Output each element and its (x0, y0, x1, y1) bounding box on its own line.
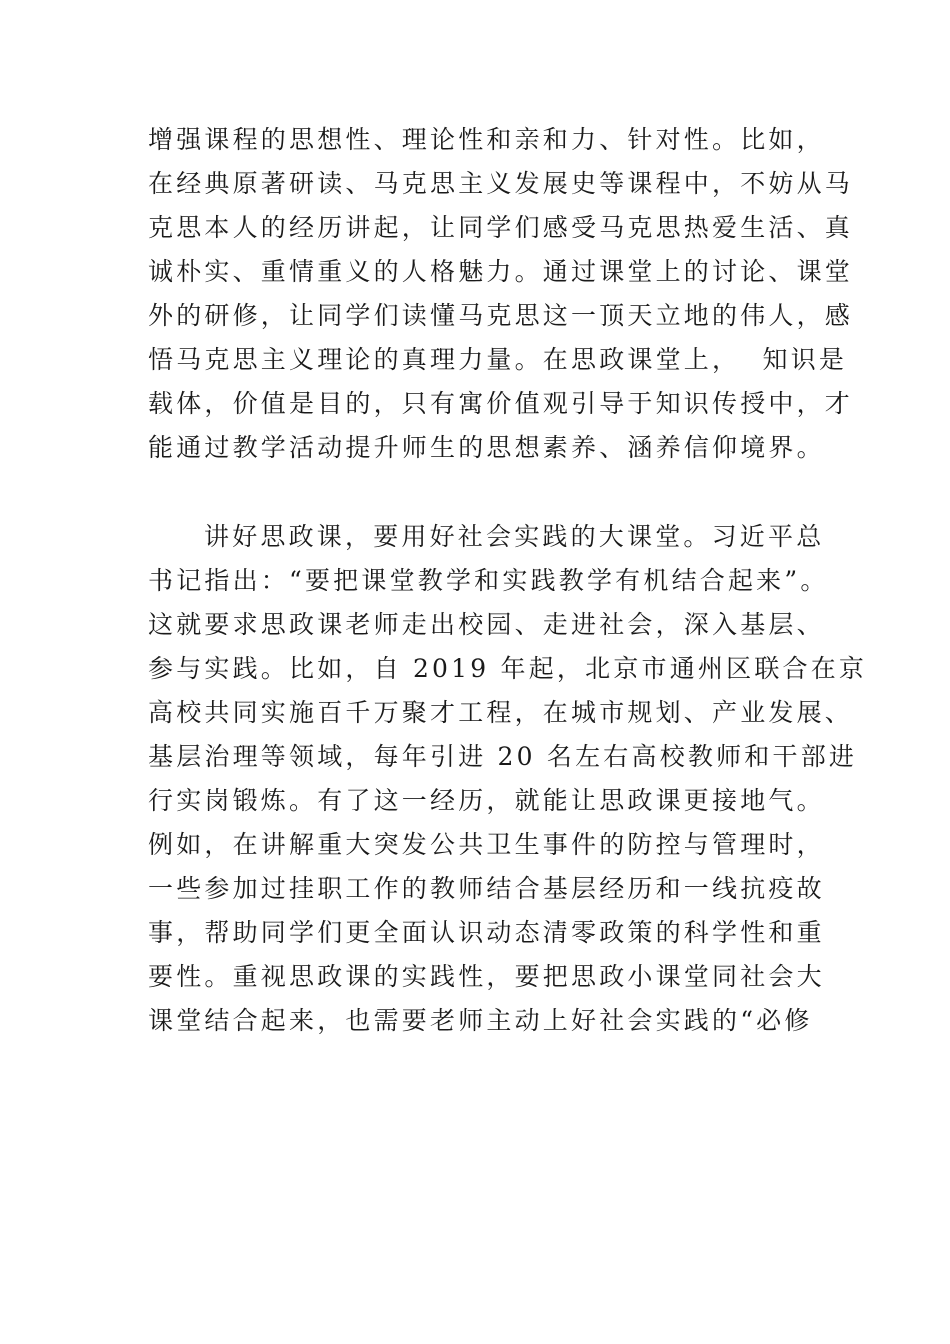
text-line: 行实岗锻炼。有了这一经历，就能让思政课更接地气。 (148, 786, 825, 815)
text-line: 基层治理等领域，每年引进 20 名左右高校教师和干部进 (148, 742, 858, 771)
text-line: 载体，价值是目的，只有寓价值观引导于知识传授中，才 (148, 389, 854, 418)
text-line: 克思本人的经历讲起，让同学们感受马克思热爱生活、真 (148, 213, 854, 242)
text-line: 诚朴实、重情重义的人格魅力。通过课堂上的讨论、课堂 (148, 257, 854, 286)
text-line: 事，帮助同学们更全面认识动态清零政策的科学性和重 (148, 918, 825, 947)
text-line: 讲好思政课，要用好社会实践的大课堂。习近平总 (204, 522, 825, 551)
text-line: 课堂结合起来，也需要老师主动上好社会实践的“必修 (148, 1006, 813, 1035)
text-line: 能通过教学活动提升师生的思想素养、涵养信仰境界。 (148, 433, 825, 462)
text-line: 参与实践。比如，自 2019 年起，北京市通州区联合在京 (148, 654, 868, 683)
text-line: 增强课程的思想性、理论性和亲和力、针对性。比如， (148, 125, 825, 154)
text-line: 高校共同实施百千万聚才工程，在城市规划、产业发展、 (148, 698, 854, 727)
text-line: 这就要求思政课老师走出校园、走进社会，深入基层、 (148, 610, 825, 639)
text-line: 要性。重视思政课的实践性，要把思政小课堂同社会大 (148, 962, 825, 991)
text-line: 悟马克思主义理论的真理力量。在思政课堂上， 知识是 (148, 345, 848, 374)
text-line: 在经典原著研读、马克思主义发展史等课程中，不妨从马 (148, 169, 854, 198)
text-line: 一些参加过挂职工作的教师结合基层经历和一线抗疫故 (148, 874, 825, 903)
text-line: 外的研修，让同学们读懂马克思这一顶天立地的伟人，感 (148, 301, 854, 330)
text-line: 例如，在讲解重大突发公共卫生事件的防控与管理时， (148, 830, 825, 859)
text-line: 书记指出：“要把课堂教学和实践教学有机结合起来”。 (148, 566, 829, 595)
